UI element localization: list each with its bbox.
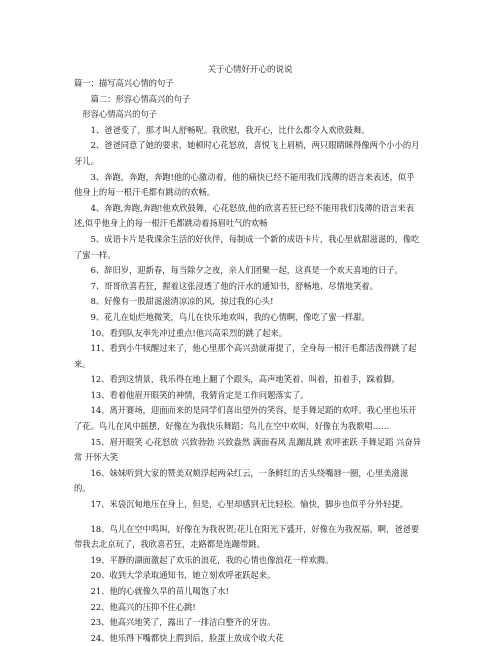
- paragraph-gap: [74, 513, 422, 522]
- list-item: 18、鸟儿在空中鸣叫，好像在为我祝贺;花儿在阳光下盛开，好像在为我祝福。啊，爸爸要带我去北京玩了，我欣喜若狂，走路都是连蹦带跳。: [74, 523, 420, 550]
- list-item: 10、看到队友率先冲过重点!他兴高采烈的跳了起来。: [90, 327, 288, 338]
- list-item: 14、离开赛场，迎面而来的是同学们喜出望外的笑容，是手舞足蹈的欢呼。我心里也乐开了花。鸟儿在风中摇摆，好像在为我快乐舞蹈；鸟儿在空中欢叫，好像在为我歌唱……: [74, 405, 417, 432]
- section-subheading: 形容心情高兴的句子: [82, 109, 157, 120]
- list-item: 4、奔跑,奔跑,奔跑!他欢欣鼓舞，心花怒放,他的欣喜若狂已经不能用我们浅薄的语言来表述,似乎他身上的每一根汗毛都跳动着扬眉吐气的欢畅: [74, 202, 415, 229]
- list-item: 11、看到小牛犊醒过来了，他心里那个高兴劲就甭提了，全身每一根汗毛都活泼得跳了起来。: [74, 343, 417, 369]
- list-item: 16、妹妹听到大家的赞美双颊浮起两朵红云，一条鲜红的舌头绕嘴唇一圈，心里美滋滋的。: [74, 467, 409, 494]
- list-item: 12、看到这情景，我乐得在地上翻了个跟头，高声地笑着、叫着，拍着手，跺着脚。: [90, 374, 400, 385]
- list-item: 7、哥哥欣喜若狂，握着这张浸透了他的汗水的通知书，舒畅地、尽情地笑着。: [90, 280, 378, 291]
- document-body: [74, 76, 422, 646]
- list-item: 23、他高兴地笑了，露出了一排洁白整齐的牙齿。: [90, 617, 276, 628]
- list-item: 20、收到大学录取通知书，她立刻欢呼雀跃起来。: [90, 570, 276, 581]
- list-item: 1、爸爸变了，那才叫人舒畅呢。我欣慰，我开心，比什么都令人欢欣鼓舞。: [90, 124, 370, 135]
- section-heading-1: 篇一：描写高兴心情的句子: [74, 78, 174, 88]
- list-item: 21、他的心就像久旱的苗儿喝饱了水!: [90, 586, 229, 596]
- list-item: 9、花儿在灿烂地微笑，鸟儿在快乐地欢叫，我的心情啊，像吃了蜜一样甜。: [90, 311, 370, 322]
- list-item: 5、成语卡片是我课余生活的好伙伴，每制成一个新的成语卡片，我心里就甜滋滋的，像吃了蜜一样。: [74, 233, 420, 260]
- list-item: 17、米袋沉甸地压在身上，但是，心里却感到无比轻松。愉快，脚步也似乎分外轻捷。: [90, 499, 409, 510]
- list-item: 13、看着他眉开眼笑的神情，我猜肯定是工作问题落实了。: [90, 389, 309, 400]
- section-heading-2: 篇二：形容心情高兴的句子: [90, 93, 191, 104]
- list-item: 8、好像有一股甜滋滋清凉凉的风，掠过我的心头!: [90, 296, 274, 307]
- list-item: 6、辞旧岁，迎新春，每当除夕之夜，亲人们团聚一起，这真是一个欢天喜地的日子。: [90, 265, 403, 276]
- list-item: 3、奔跑，奔跑，奔跑!他的心激动着，他的痛快已经不能用我们浅薄的语言来表述，似乎他身上的每一根汗毛都有跳动的欢畅。: [74, 171, 415, 198]
- list-item: 2、爸爸同意了她的要求，她顿时心花怒放，喜悦飞上眉梢，两只眼睛眯得像两个小小的月牙儿。: [74, 140, 420, 166]
- list-item: 22、他高兴的压抑不住心跳!: [90, 601, 196, 612]
- list-item: 19、平静的湖面激起了欢乐的浪花，我的心情也像浪花一样欢腾。: [90, 554, 334, 565]
- list-item: 15、眉开眼笑 心花怒放 兴致勃勃 兴致盎然 满面春风 乱蹦乱跳 欢呼雀跃 手舞足蹈 兴奋异常 开怀大笑: [74, 436, 421, 463]
- list-item: 24、他乐得下嘴都快上腭到后，脸蛋上放成个收大花: [90, 632, 284, 643]
- document-title: 关于心情好开心的说说: [207, 65, 293, 75]
